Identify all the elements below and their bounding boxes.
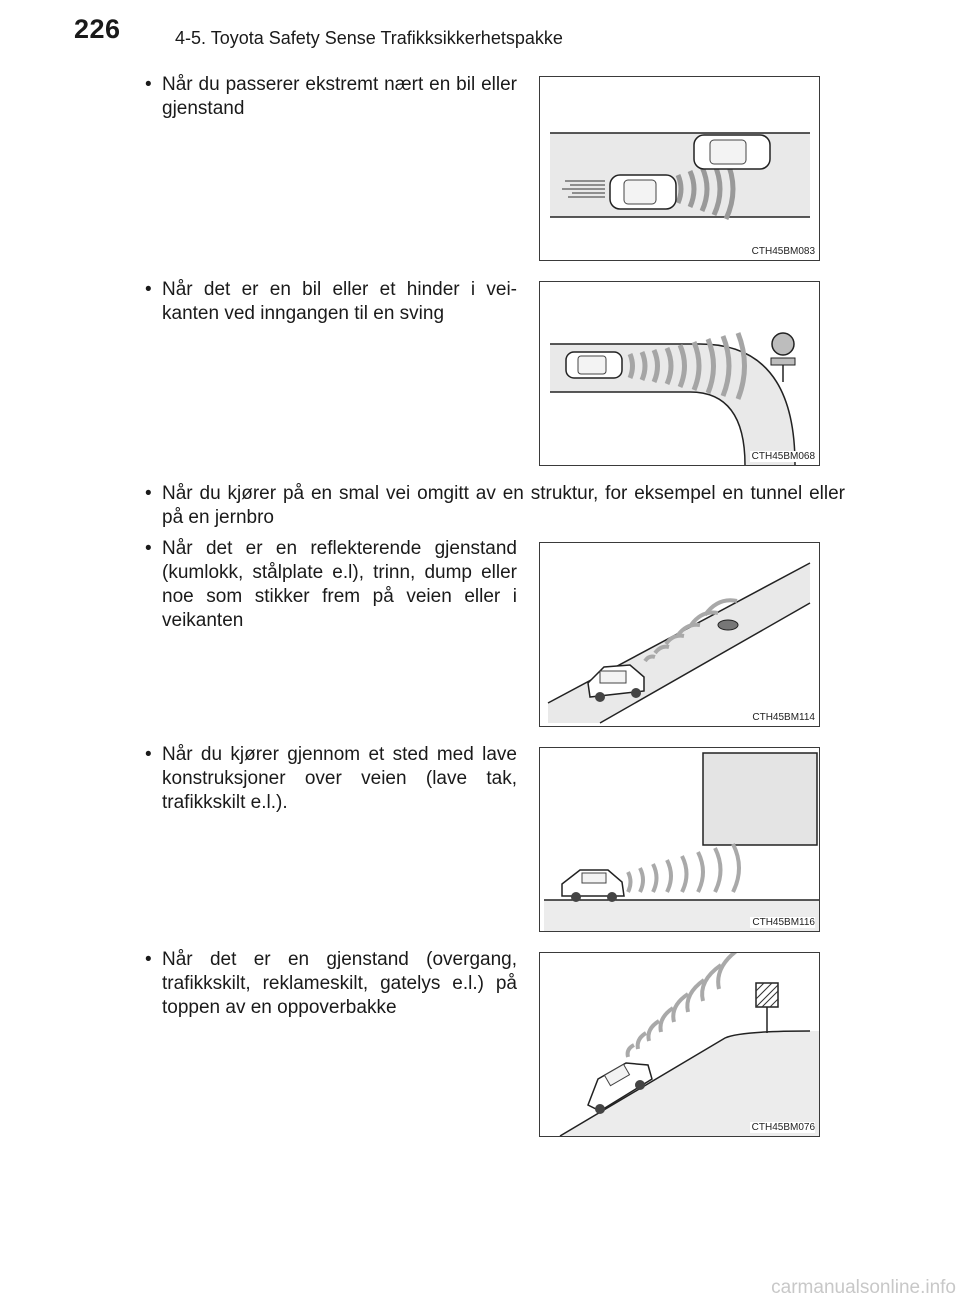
figure-code: CTH45BM068 (751, 451, 815, 462)
figure-low-structure (539, 747, 820, 932)
list-item-text: Når det er en gjenstand (overgang, trafikkskilt, reklameskilt, gatelys e.l.) på toppen av en oppoverbakke (162, 949, 517, 1018)
list-item (145, 73, 517, 121)
low-structure-illustration-icon (540, 748, 819, 931)
uphill-object-illustration-icon (540, 953, 819, 1136)
page-number: 226 (74, 14, 121, 44)
bullet-icon: • (145, 949, 152, 970)
list-item (145, 482, 845, 530)
bullet-icon: • (145, 279, 152, 300)
bullet-icon: • (145, 538, 152, 559)
figure-uphill-object (539, 952, 820, 1137)
bullet-icon: • (145, 483, 152, 504)
list-item (145, 948, 517, 1020)
list-item-text: Når du kjører på en smal vei omgitt av en struktur, for eksempel en tunnel eller på en jernbro (162, 483, 845, 528)
list-item (145, 537, 517, 633)
figure-code: CTH45BM083 (751, 246, 815, 257)
list-item-text: Når det er en reflekterende gjenstand (kumlokk, stålplate e.l), trinn, dump eller noe som stikker frem på veien eller i veikanten (162, 538, 517, 631)
watermark: carmanualsonline.info (771, 1277, 956, 1298)
bullet-icon: • (145, 744, 152, 765)
figure-close-passing (539, 76, 820, 261)
figure-code: CTH45BM114 (752, 712, 815, 723)
list-item-text: Når det er en bil eller et hinder i vei-kanten ved inngangen til en sving (162, 279, 517, 324)
bullet-icon: • (145, 74, 152, 95)
figure-reflective-object (539, 542, 820, 727)
list-item-text: Når du kjører gjennom et sted med lave konstruksjoner over veien (lave tak, trafikkskilt e.l.). (162, 744, 517, 813)
list-item (145, 278, 517, 326)
figure-code: CTH45BM116 (752, 917, 815, 928)
close-passing-illustration-icon (540, 77, 819, 260)
figure-code: CTH45BM076 (751, 1122, 815, 1133)
list-item (145, 743, 517, 815)
list-item-text: Når du passerer ekstremt nært en bil eller gjenstand (162, 74, 517, 119)
section-title: 4-5. Toyota Safety Sense Trafikksikkerhetspakke (175, 28, 563, 48)
figure-curve-obstacle (539, 281, 820, 466)
reflective-object-illustration-icon (540, 543, 819, 726)
curve-obstacle-illustration-icon (540, 282, 819, 465)
